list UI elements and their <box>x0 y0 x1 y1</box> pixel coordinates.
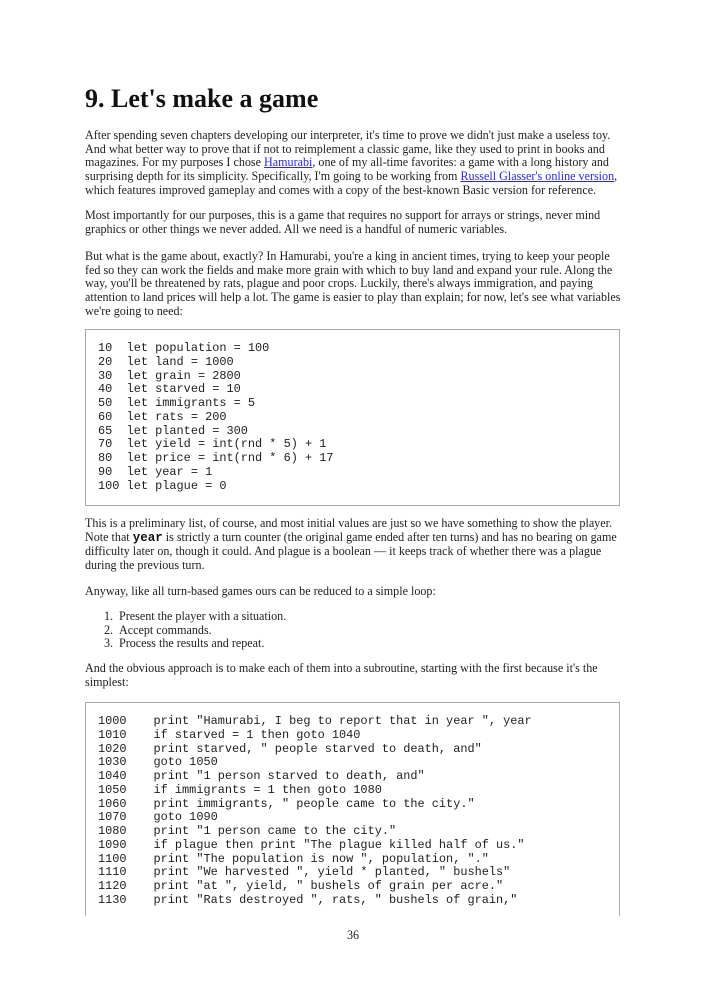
code-line: 1050 if immigrants = 1 then goto 1080 <box>98 782 382 797</box>
code-line: 20 let land = 1000 <box>98 354 234 369</box>
code-line: 1020 print starved, " people starved to death, and" <box>98 741 482 756</box>
report-code-lines <box>98 715 532 908</box>
inline-code-year: year <box>132 530 163 545</box>
russell-glasser-link[interactable]: Russell Glasser's online version <box>460 169 615 184</box>
code-line: 1090 if plague then print "The plague killed half of us." <box>98 837 525 852</box>
code-line: 70 let yield = int(rnd * 5) + 1 <box>98 437 327 452</box>
intro-paragraph <box>85 129 622 198</box>
code-line: 90 let year = 1 <box>98 464 213 479</box>
code-line: 1000 print "Hamurabi, I beg to report that in year ", year <box>98 714 532 728</box>
code-line: 40 let starved = 10 <box>98 382 241 397</box>
requirements-paragraph: Most importantly for our purposes, this is a game that requires no support for arrays or strings, never mind graphics or other things we never added. All we need is a handful of numeric variables. <box>85 208 601 236</box>
variables-code-lines <box>98 342 334 493</box>
intro-text-2: , one of my all-time favorites: a game with a long history and surprising depth for its simplicity. Specifically, I'm going to be working from <box>85 155 609 184</box>
code-line: 1110 print "We harvested ", yield * planted, " bushels" <box>98 865 511 880</box>
list-item: 1. Present the player with a situation. <box>104 609 287 623</box>
code-line: 1070 goto 1090 <box>98 810 218 825</box>
variables-code-block <box>85 329 620 506</box>
subroutine-intro-paragraph: And the obvious approach is to make each of them into a subroutine, starting with the first because it's the simplest: <box>85 661 598 689</box>
code-line: 1100 print "The population is now ", population, "." <box>98 851 489 866</box>
list-item: 2. Accept commands. <box>104 622 212 637</box>
code-line: 80 let price = int(rnd * 6) + 17 <box>98 451 334 465</box>
game-description-paragraph: But what is the game about, exactly? In Hamurabi, you're a king in ancient times, trying to keep your people fed so they can work the fields and make more grain with which to buy land and expand your rule. Along the way, you'll be threatened by rats, plague and poor crops. Luckily, there's always immigration, and paying attention to land prices will help a lot. The game is easier to play than explain; for now, let's see what variables we're going to need: <box>85 249 621 318</box>
code-line: 100 let plague = 0 <box>98 478 227 493</box>
code-line: 50 let immigrants = 5 <box>98 396 256 410</box>
code-line: 1060 print immigrants, " people came to the city." <box>98 796 475 811</box>
code-line: 65 let planted = 300 <box>98 423 248 438</box>
page-number: 36 <box>346 928 360 942</box>
variables-explanation-paragraph <box>85 517 622 573</box>
chapter-title: 9. Let's make a game <box>85 84 319 113</box>
code-line: 1030 goto 1050 <box>98 755 218 770</box>
code-line: 1080 print "1 person came to the city." <box>98 824 397 838</box>
intro-text-1: After spending seven chapters developing our interpreter, it's time to prove we didn't just make a useless toy. And what better way to prove that if not to reimplement a classic game, like they used to print in books and magazines. For my purposes I chose <box>85 128 611 170</box>
code-line: 10 let population = 100 <box>98 341 270 355</box>
code-line: 60 let rats = 200 <box>98 409 227 424</box>
list-item: 3. Process the results and repeat. <box>104 636 265 651</box>
explanation-text-2: is strictly a turn counter (the original game ended after ten turns) and has no bearing on game difficulty later on, though it could. And plague is a boolean — it keeps track of whether there was a plague during the previous turn. <box>85 529 617 573</box>
hamurabi-link[interactable]: Hamurabi <box>264 155 313 170</box>
code-line: 30 let grain = 2800 <box>98 368 241 383</box>
loop-intro-paragraph: Anyway, like all turn-based games ours can be reduced to a simple loop: <box>85 584 436 598</box>
game-loop-steps-list <box>85 610 286 651</box>
code-line: 1040 print "1 person starved to death, and" <box>98 769 425 783</box>
intro-text-3: , which features improved gameplay and comes with a copy of the best-known Basic version for reference. <box>85 169 618 197</box>
code-line: 1010 if starved = 1 then goto 1040 <box>98 727 361 742</box>
code-line: 1130 print "Rats destroyed ", rats, " bushels of grain," <box>98 892 518 907</box>
code-line: 1120 print "at ", yield, " bushels of grain per acre." <box>98 879 504 893</box>
explanation-text-1: This is a preliminary list, of course, and most initial values are just so we have something to show the player. Note that <box>85 516 612 544</box>
report-subroutine-code-block <box>85 702 620 916</box>
